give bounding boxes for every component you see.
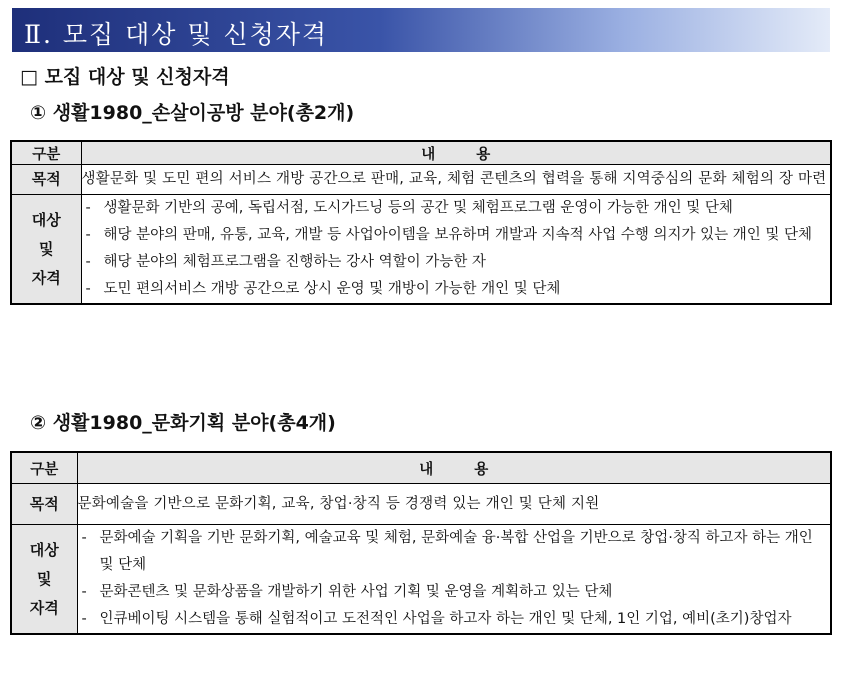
table-header-row (11, 141, 831, 165)
qualification-list-cell (81, 195, 831, 305)
list-item: - 문화콘텐츠 및 문화상품을 개발하기 위한 사업 기획 및 운영을 계획하고 있는 단체 (78, 579, 831, 606)
list-item: - 도민 편의서비스 개방 공간으로 상시 운영 및 개방이 가능한 개인 및 단체 (82, 276, 831, 303)
qualification-label-line: 대상 (29, 540, 59, 559)
purpose-label: 목적 (11, 165, 81, 195)
qualification-label-line: 및 (39, 239, 54, 258)
purpose-text: 생활문화 및 도민 편의 서비스 개방 공간으로 판매, 교육, 체험 콘텐츠의 협력을 통해 지역중심의 문화 체험의 장 마련 (81, 165, 831, 195)
purpose-text: 문화예술을 기반으로 문화기획, 교육, 창업·창직 등 경쟁력 있는 개인 및 단체 지원 (77, 484, 831, 525)
section-heading: □ 모집 대상 및 신청자격 (20, 66, 230, 88)
category-heading-2: ② 생활1980_문화기획 분야(총4개) (30, 412, 336, 434)
qualification-label-line: 자격 (31, 268, 61, 287)
qualification-label (11, 195, 81, 305)
section-banner (12, 8, 830, 52)
qualification-row (11, 195, 831, 305)
purpose-label: 목적 (11, 484, 77, 525)
header-label: 구분 (11, 141, 81, 165)
category-heading-1: ① 생활1980_손살이공방 분야(총2개) (30, 102, 355, 124)
qualification-label-line: 및 (37, 569, 52, 588)
list-item: - 해당 분야의 판매, 유통, 교육, 개발 등 사업아이템을 보유하며 개발과 지속적 사업 수행 의지가 있는 개인 및 단체 (82, 222, 831, 249)
header-label: 구분 (11, 452, 77, 484)
header-content: 내 용 (81, 141, 831, 165)
qualification-label (11, 525, 77, 635)
header-content: 내 용 (77, 452, 831, 484)
banner-title: Ⅱ. 모집 대상 및 신청자격 (24, 20, 329, 49)
table-header-row (11, 452, 831, 484)
qualification-list (78, 525, 831, 633)
qualification-row (11, 525, 831, 635)
qualification-label-line: 자격 (29, 598, 59, 617)
list-item: - 생활문화 기반의 공예, 독립서점, 도시가드닝 등의 공간 및 체험프로그램 운영이 가능한 개인 및 단체 (82, 195, 831, 222)
category-table-1 (10, 140, 832, 305)
purpose-row (11, 165, 831, 195)
qualification-list-cell (77, 525, 831, 635)
list-item: - 문화예술 기획을 기반 문화기획, 예술교육 및 체험, 문화예술 융·복합 산업을 기반으로 창업·창직 하고자 하는 개인 및 단체 (78, 525, 831, 579)
list-item: - 인큐베이팅 시스템을 통해 실험적이고 도전적인 사업을 하고자 하는 개인 및 단체, 1인 기업, 예비(초기)창업자 (78, 606, 831, 633)
list-item: - 해당 분야의 체험프로그램을 진행하는 강사 역할이 가능한 자 (82, 249, 831, 276)
qualification-list (82, 195, 831, 303)
category-table-2 (10, 451, 832, 635)
qualification-label-line: 대상 (31, 210, 61, 229)
purpose-row (11, 484, 831, 525)
